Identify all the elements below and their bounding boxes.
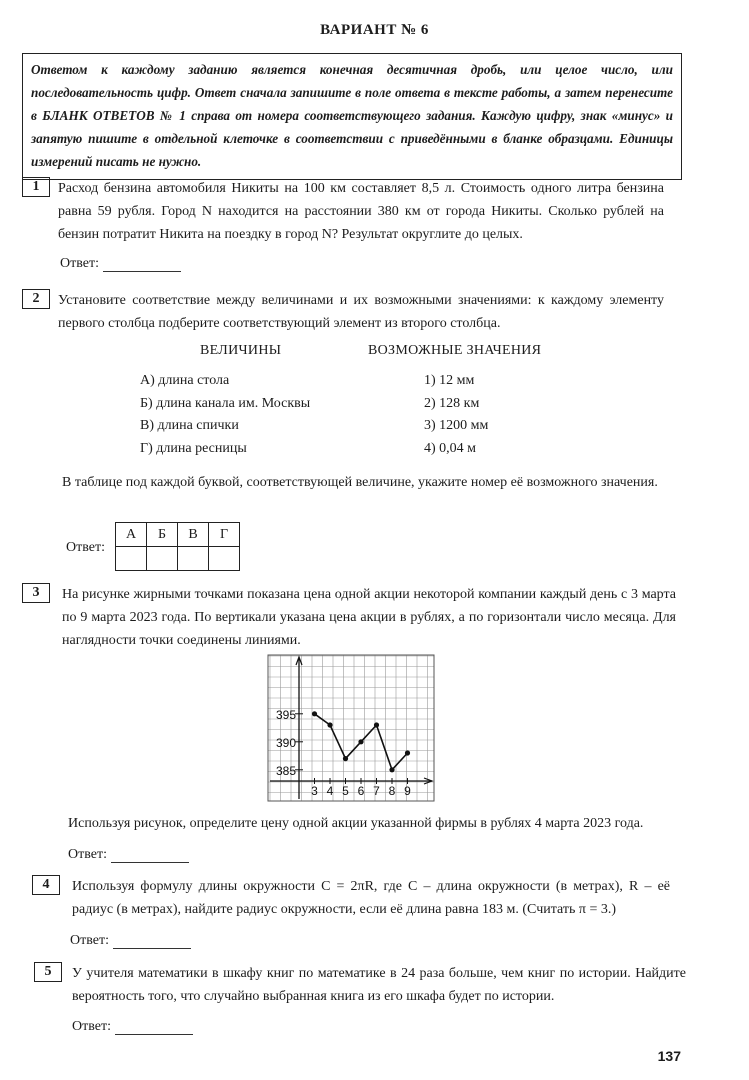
answer-cell[interactable] (147, 547, 178, 571)
quantity-item: Г) длина ресницы (140, 441, 247, 456)
value-item: 3) 1200 мм (424, 418, 489, 433)
answer-label: Ответ: (68, 847, 107, 862)
x-tick-label: 7 (373, 784, 380, 798)
page-number: 137 (657, 1048, 681, 1064)
data-point (358, 739, 363, 744)
data-point (374, 722, 379, 727)
task-text: На рисунке жирными точками показана цена одной акции некоторой компании каждый день с 3 марта по 9 марта 2023 года. По вертикали указана цена акции в рублях, а по горизонтали число месяца. Для наглядности точки соединены линиями. (62, 587, 676, 648)
answer-line[interactable] (113, 934, 191, 949)
letter-cell: Б (147, 523, 178, 547)
x-tick-label: 5 (342, 784, 349, 798)
answer-2-label: Ответ: (66, 540, 105, 555)
x-tick-label: 8 (388, 784, 396, 798)
column-header-values: ВОЗМОЖНЫЕ ЗНАЧЕНИЯ (368, 343, 542, 358)
y-tick-label: 390 (275, 735, 296, 750)
answer-label: Ответ: (60, 256, 99, 271)
task-5 (22, 962, 686, 1008)
letter-cell: А (116, 523, 147, 547)
task-number: 4 (32, 875, 60, 895)
task-2 (22, 289, 664, 335)
data-point (343, 756, 348, 761)
page-title: ВАРИАНТ № 6 (320, 22, 429, 38)
letter-cell: Г (209, 523, 240, 547)
x-tick-label: 9 (404, 784, 411, 798)
task-text: Используя формулу длины окружности C = 2πR, где C – длина окружности (в метрах), R – её радиус (в метрах), найдите радиус окружности, если её длина равна 183 м. (Считать π = 3.) (72, 879, 670, 917)
answer-line[interactable] (111, 848, 189, 863)
stock-price-chart (266, 653, 436, 803)
data-point (327, 722, 332, 727)
x-tick-label: 4 (326, 784, 334, 798)
y-tick-label: 395 (275, 707, 296, 722)
answer-label: Ответ: (72, 1019, 111, 1034)
answer-cell[interactable] (178, 547, 209, 571)
task-text: Используя рисунок, определите цену одной акции указанной фирмы в рублях 4 марта 2023 года. (68, 816, 644, 831)
x-tick-label: 3 (311, 784, 318, 798)
value-item: 1) 12 мм (424, 373, 475, 388)
instructions-box: Ответом к каждому заданию является конечная десятичная дробь, или целое число, или последовательность цифр. Ответ сначала запишите в поле ответа в тексте работы, а затем перенесите в БЛАНК ОТВЕТОВ № 1 справа от номера соответствующего задания. Каждую цифру, знак «минус» и запятую пишите в отдельной клеточке в соответствии с приведёнными в бланке образцами. Единицы измерений писать не нужно. (22, 53, 682, 180)
answer-table (115, 522, 240, 571)
answer-4[interactable] (70, 933, 191, 949)
data-point (312, 711, 317, 716)
quantity-item: А) длина стола (140, 373, 230, 388)
task-3 (22, 583, 676, 652)
answer-3[interactable] (68, 847, 189, 863)
task-2-instruction (62, 471, 664, 494)
answer-cell[interactable] (116, 547, 147, 571)
task-number: 3 (22, 583, 50, 603)
task-number: 5 (34, 962, 62, 982)
answer-1[interactable] (60, 256, 181, 272)
data-point (389, 767, 394, 772)
data-point (405, 750, 410, 755)
answer-line[interactable] (103, 257, 181, 272)
x-tick-label: 6 (357, 784, 365, 798)
task-3-question (68, 812, 688, 835)
task-text: В таблице под каждой буквой, соответствующей величине, укажите номер её возможного значения. (62, 475, 658, 490)
column-header-quantities: ВЕЛИЧИНЫ (200, 343, 282, 358)
quantity-item: В) длина спички (140, 418, 239, 433)
task-1 (22, 177, 664, 246)
answer-cell[interactable] (209, 547, 240, 571)
task-number: 1 (22, 177, 50, 197)
answer-5[interactable] (72, 1019, 193, 1035)
task-text: Установите соответствие между величинами и их возможными значениями: к каждому элементу первого столбца подберите соответствующий элемент из второго столбца. (58, 293, 664, 331)
task-4 (22, 875, 670, 921)
task-number: 2 (22, 289, 50, 309)
value-item: 4) 0,04 м (424, 441, 477, 456)
letter-cell: В (178, 523, 209, 547)
task-text: Расход бензина автомобиля Никиты на 100 км составляет 8,5 л. Стоимость одного литра бензина равна 59 рубля. Город N находится на расстоянии 380 км от города Никиты. Сколько рублей на бензин потратит Никита на поездку в город N? Результат округлите до целых. (58, 181, 664, 242)
value-item: 2) 128 км (424, 396, 480, 411)
answer-label: Ответ: (70, 933, 109, 948)
y-tick-label: 385 (275, 763, 296, 778)
quantity-item: Б) длина канала им. Москвы (140, 396, 311, 411)
task-text: У учителя математики в шкафу книг по математике в 24 раза больше, чем книг по истории. Найдите вероятность того, что случайно выбранная книга из его шкафа будет по истории. (72, 966, 686, 1004)
answer-line[interactable] (115, 1020, 193, 1035)
